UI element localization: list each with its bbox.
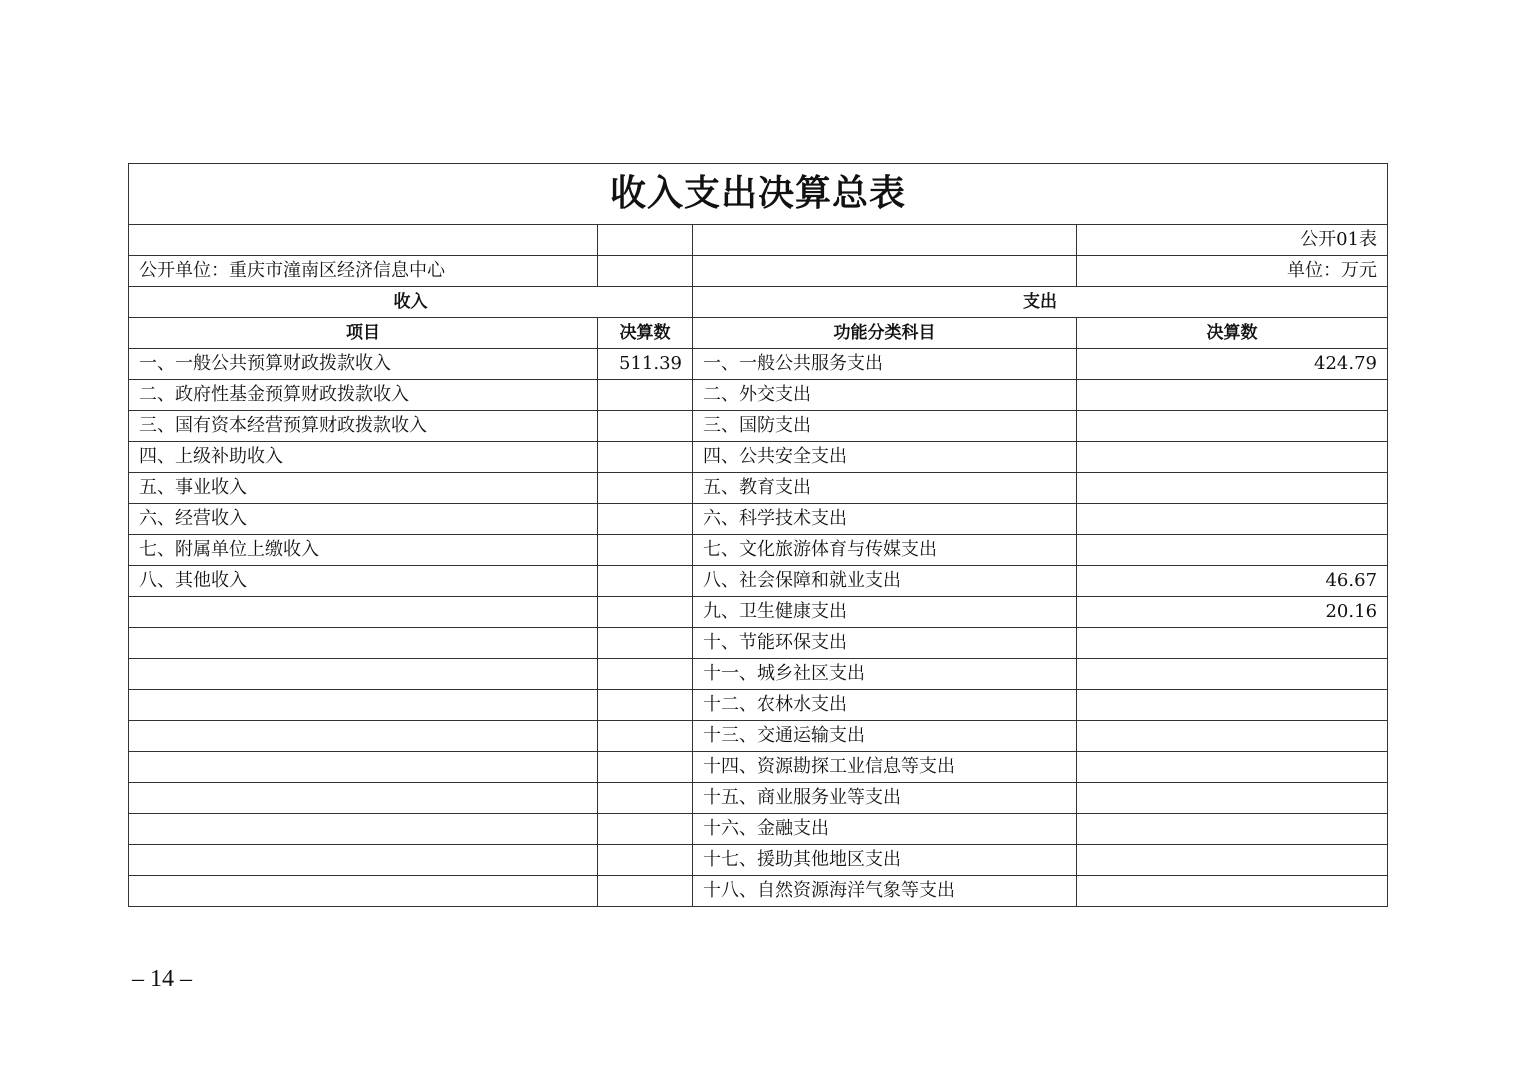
section-header-row [129, 287, 1388, 318]
expense-amount-cell [1077, 628, 1388, 659]
expense-item-cell: 十、节能环保支出 [693, 628, 1077, 659]
income-amount-cell [598, 752, 693, 783]
income-amount-cell [598, 690, 693, 721]
page-number: – 14 – [132, 966, 192, 992]
table-row [129, 721, 1388, 752]
income-item-cell: 七、附属单位上缴收入 [129, 535, 598, 566]
expense-amount-cell [1077, 659, 1388, 690]
column-header-row [129, 318, 1388, 349]
expense-item-cell: 二、外交支出 [693, 380, 1077, 411]
expense-item-cell: 六、科学技术支出 [693, 504, 1077, 535]
income-item-cell [129, 659, 598, 690]
table-row [129, 535, 1388, 566]
expense-amount-cell [1077, 876, 1388, 907]
expense-item-cell: 五、教育支出 [693, 473, 1077, 504]
income-item-cell [129, 690, 598, 721]
expense-amount-cell [1077, 721, 1388, 752]
table-row [129, 504, 1388, 535]
expense-item-cell: 四、公共安全支出 [693, 442, 1077, 473]
income-amount-cell [598, 442, 693, 473]
expense-item-cell: 十七、援助其他地区支出 [693, 845, 1077, 876]
income-section-header: 收入 [129, 287, 693, 318]
expense-item-cell: 七、文化旅游体育与传媒支出 [693, 535, 1077, 566]
table-row [129, 411, 1388, 442]
income-amount-cell [598, 535, 693, 566]
expense-amount-cell [1077, 380, 1388, 411]
expense-item-header: 功能分类科目 [693, 318, 1077, 349]
expense-amount-cell [1077, 504, 1388, 535]
table-row [129, 349, 1388, 380]
expense-amount-cell [1077, 783, 1388, 814]
expense-item-cell: 九、卫生健康支出 [693, 597, 1077, 628]
currency-unit: 单位：万元 [1077, 256, 1388, 287]
expense-item-cell: 十六、金融支出 [693, 814, 1077, 845]
form-number: 公开01表 [1077, 225, 1388, 256]
title-row [129, 164, 1388, 225]
income-amount-cell [598, 628, 693, 659]
income-amount-cell [598, 597, 693, 628]
table-row [129, 876, 1388, 907]
expense-amount-cell [1077, 535, 1388, 566]
expense-amount-cell [1077, 814, 1388, 845]
income-item-cell: 四、上级补助收入 [129, 442, 598, 473]
expense-item-cell: 十八、自然资源海洋气象等支出 [693, 876, 1077, 907]
income-item-cell [129, 752, 598, 783]
income-amount-cell [598, 411, 693, 442]
income-amount-cell [598, 380, 693, 411]
income-item-cell: 八、其他收入 [129, 566, 598, 597]
table-row [129, 597, 1388, 628]
income-item-cell [129, 628, 598, 659]
table-row [129, 380, 1388, 411]
table-row [129, 845, 1388, 876]
income-item-cell [129, 597, 598, 628]
budget-summary-table [128, 163, 1388, 907]
income-item-header: 项目 [129, 318, 598, 349]
income-amount-cell [598, 659, 693, 690]
expense-amount-header: 决算数 [1077, 318, 1388, 349]
income-amount-header: 决算数 [598, 318, 693, 349]
income-amount-cell [598, 721, 693, 752]
table-row [129, 659, 1388, 690]
table-row [129, 814, 1388, 845]
form-no-row [129, 225, 1388, 256]
table-row [129, 690, 1388, 721]
expense-item-cell: 十二、农林水支出 [693, 690, 1077, 721]
table-row [129, 442, 1388, 473]
expense-amount-cell [1077, 845, 1388, 876]
expense-item-cell: 十一、城乡社区支出 [693, 659, 1077, 690]
income-amount-cell [598, 504, 693, 535]
expense-amount-cell [1077, 442, 1388, 473]
table-row [129, 566, 1388, 597]
income-amount-cell [598, 783, 693, 814]
table-row [129, 628, 1388, 659]
income-amount-cell [598, 473, 693, 504]
income-amount-cell [598, 566, 693, 597]
expense-amount-cell [1077, 411, 1388, 442]
income-item-cell [129, 783, 598, 814]
table-row [129, 752, 1388, 783]
table-row [129, 783, 1388, 814]
income-item-cell: 三、国有资本经营预算财政拨款收入 [129, 411, 598, 442]
expense-amount-cell: 20.16 [1077, 597, 1388, 628]
table-title: 收入支出决算总表 [129, 164, 1388, 225]
expense-item-cell: 三、国防支出 [693, 411, 1077, 442]
expense-item-cell: 一、一般公共服务支出 [693, 349, 1077, 380]
expense-section-header: 支出 [693, 287, 1388, 318]
expense-item-cell: 十五、商业服务业等支出 [693, 783, 1077, 814]
income-item-cell [129, 814, 598, 845]
income-item-cell: 一、一般公共预算财政拨款收入 [129, 349, 598, 380]
table-row [129, 473, 1388, 504]
unit-row [129, 256, 1388, 287]
income-amount-cell [598, 845, 693, 876]
expense-amount-cell: 46.67 [1077, 566, 1388, 597]
expense-amount-cell [1077, 752, 1388, 783]
income-item-cell [129, 845, 598, 876]
expense-item-cell: 八、社会保障和就业支出 [693, 566, 1077, 597]
income-item-cell: 五、事业收入 [129, 473, 598, 504]
income-item-cell [129, 721, 598, 752]
expense-item-cell: 十三、交通运输支出 [693, 721, 1077, 752]
income-amount-cell [598, 876, 693, 907]
income-item-cell: 二、政府性基金预算财政拨款收入 [129, 380, 598, 411]
income-amount-cell: 511.39 [598, 349, 693, 380]
income-item-cell: 六、经营收入 [129, 504, 598, 535]
expense-item-cell: 十四、资源勘探工业信息等支出 [693, 752, 1077, 783]
expense-amount-cell [1077, 473, 1388, 504]
income-amount-cell [598, 814, 693, 845]
income-item-cell [129, 876, 598, 907]
reporting-unit: 公开单位：重庆市潼南区经济信息中心 [129, 256, 598, 287]
expense-amount-cell: 424.79 [1077, 349, 1388, 380]
expense-amount-cell [1077, 690, 1388, 721]
